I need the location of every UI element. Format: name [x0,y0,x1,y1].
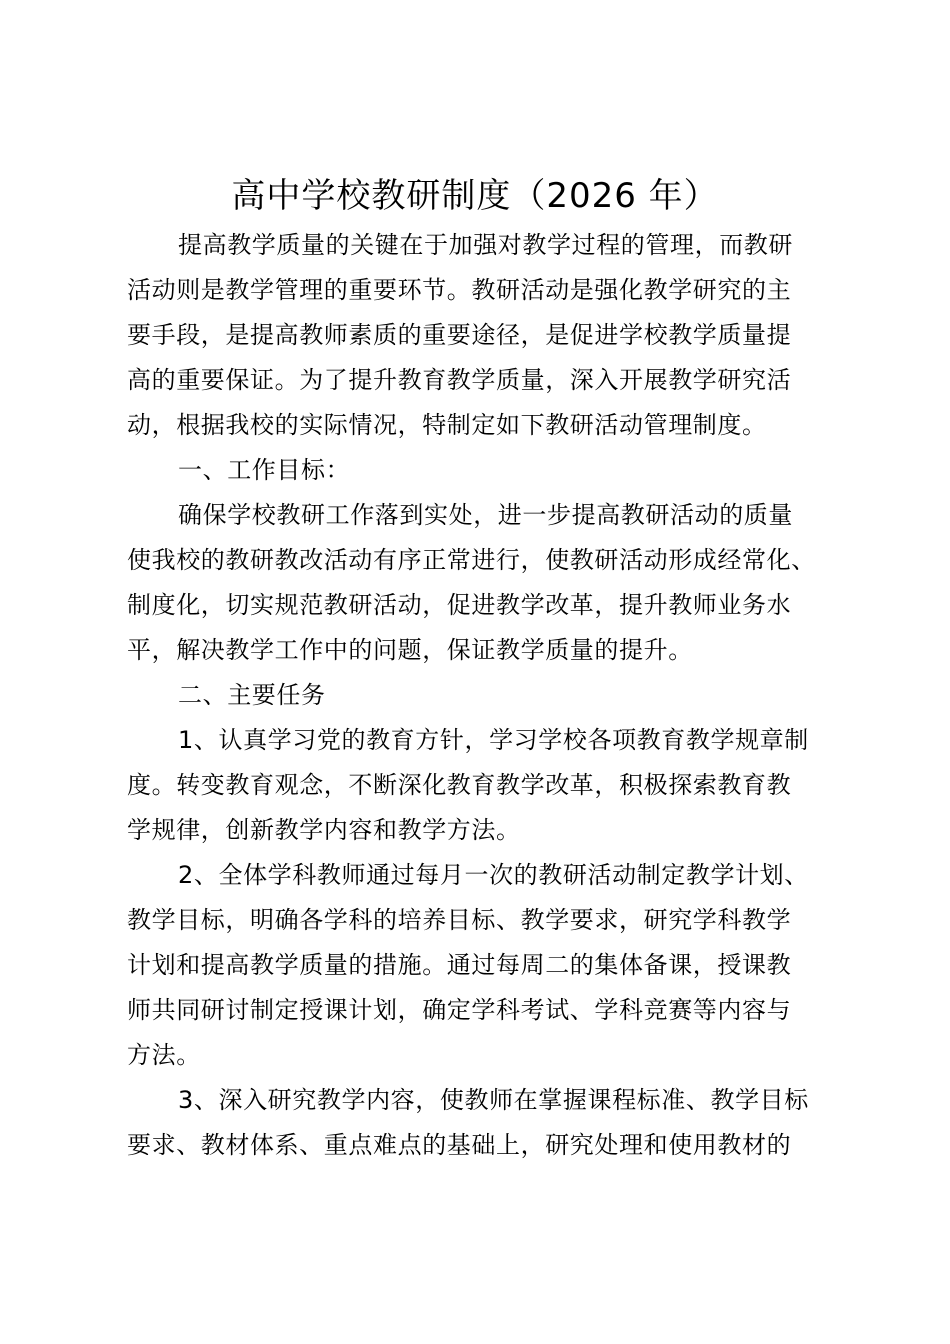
paragraph-line: 确保学校教研工作落到实处，进一步提高教研活动的质量 [178,501,793,529]
paragraph-line: 要手段，是提高教师素质的重要途径，是促进学校教学质量提 [127,321,792,349]
paragraph-line: 计划和提高教学质量的措施。通过每周二的集体备课，授课教 [127,951,792,979]
paragraph-line: 活动则是教学管理的重要环节。教研活动是强化教学研究的主 [127,276,792,304]
paragraph-line: 方法。 [127,1041,201,1069]
paragraph-line: 1、认真学习党的教育方针，学习学校各项教育教学规章制 [178,726,809,754]
section-heading: 二、主要任务 [178,681,326,709]
paragraph-line: 要求、教材体系、重点难点的基础上，研究处理和使用教材的 [127,1131,792,1159]
paragraph-line: 高的重要保证。为了提升教育教学质量，深入开展教学研究活 [127,366,792,394]
paragraph-line: 平，解决教学工作中的问题，保证教学质量的提升。 [127,636,693,664]
section-heading: 一、工作目标： [178,456,351,484]
paragraph-line: 教学目标，明确各学科的培养目标、教学要求，研究学科教学 [127,906,792,934]
paragraph-line: 提高教学质量的关键在于加强对教学过程的管理，而教研 [178,231,793,259]
paragraph-line: 动，根据我校的实际情况，特制定如下教研活动管理制度。 [127,411,767,439]
paragraph-line: 使我校的教研教改活动有序正常进行，使教研活动形成经常化、 [127,546,816,574]
paragraph-line: 度。转变教育观念，不断深化教育教学改革，积极探索教育教 [127,771,792,799]
paragraph-line: 2、全体学科教师通过每月一次的教研活动制定教学计划、 [178,861,809,889]
paragraph-line: 3、深入研究教学内容，使教师在掌握课程标准、教学目标 [178,1086,809,1114]
paragraph-line: 学规律，创新教学内容和教学方法。 [127,816,521,844]
document-title: 高中学校教研制度（2026 年） [231,176,719,216]
paragraph-line: 师共同研讨制定授课计划，确定学科考试、学科竞赛等内容与 [127,996,792,1024]
paragraph-line: 制度化，切实规范教研活动，促进教学改革，提升教师业务水 [127,591,792,619]
